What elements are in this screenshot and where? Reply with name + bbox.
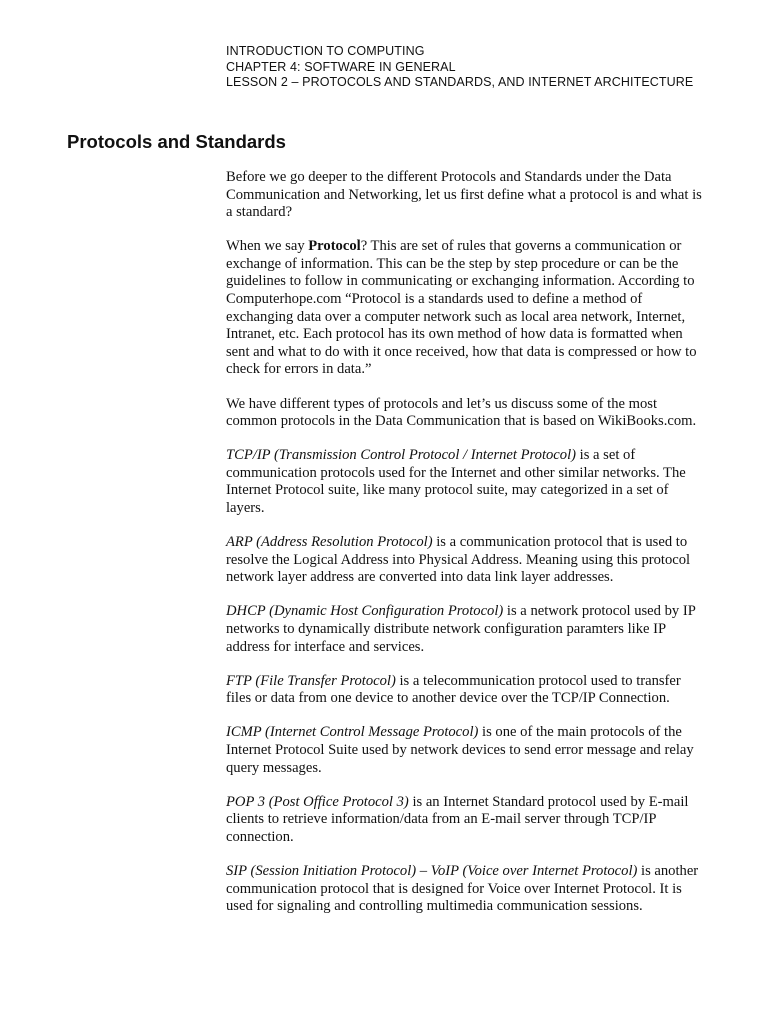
document-body xyxy=(226,169,706,932)
protocol-tcpip xyxy=(226,447,706,517)
protocol-term: ARP (Address Resolution Protocol) xyxy=(226,534,433,551)
protocol-pop3 xyxy=(226,794,706,847)
protocol-definition-lead: When we say xyxy=(226,238,309,255)
header-lesson: LESSON 2 – PROTOCOLS AND STANDARDS, AND INTERNET ARCHITECTURE xyxy=(226,75,694,89)
protocol-term: TCP/IP (Transmission Control Protocol / Internet Protocol) xyxy=(226,447,576,464)
protocol-definition-paragraph xyxy=(226,238,706,379)
protocol-term: DHCP (Dynamic Host Configuration Protocol) xyxy=(226,603,504,620)
protocol-sip-voip xyxy=(226,863,706,916)
protocol-description: is another communication protocol that is designed for Voice over Internet Protocol. It is used for signaling and controlling multimedia communication sessions. xyxy=(226,862,699,915)
protocol-arp xyxy=(226,534,706,587)
protocol-description: is a set of communication protocols used for the Internet and other similar networks. The Internet Protocol suite, like many protocol suite, may categorized in a set of layers. xyxy=(226,447,686,516)
header-chapter: CHAPTER 4: SOFTWARE IN GENERAL xyxy=(226,59,456,74)
protocol-description: is a communication protocol that is used to resolve the Logical Address into Physical Address. Meaning using this protocol network layer address are converted into data link layer addresses. xyxy=(226,534,691,586)
protocol-description: is an Internet Standard protocol used by E-mail clients to retrieve information/data from an E-mail server through TCP/IP connection. xyxy=(226,793,689,845)
protocol-description: is a telecommunication protocol used to transfer files or data from one device to another device over the TCP/IP Connection. xyxy=(226,672,681,707)
protocol-ftp xyxy=(226,673,706,708)
protocol-term: SIP (Session Initiation Protocol) – VoIP (Voice over Internet Protocol) xyxy=(226,862,638,879)
intro-paragraph: Before we go deeper to the different Protocols and Standards under the Data Communication and Networking, let us first define what a protocol is and what is a standard? xyxy=(226,169,702,221)
types-intro-paragraph: We have different types of protocols and let’s us discuss some of the most common protocols in the Data Communication that is based on WikiBooks.com. xyxy=(226,395,697,430)
header-course: INTRODUCTION TO COMPUTING xyxy=(226,44,425,58)
protocol-term: POP 3 (Post Office Protocol 3) xyxy=(226,793,409,810)
protocol-description: is a network protocol used by IP networks to dynamically distribute network configuration paramters like IP address for interface and services. xyxy=(226,603,696,655)
protocol-term: FTP (File Transfer Protocol) xyxy=(226,672,396,689)
protocol-definition-text: ? This are set of rules that governs a communication or exchange of information. This can be the step by step procedure or can be the guidelines to follow in communicating or exchanging information. According to Computerhope.com “Protocol is a standards used to define a method of exchanging data over a computer network such as local area network, Internet, Intranet, etc. Each protocol has its own method of how data is formatted when sent and what to do with it once received, how that data is compressed or how to check for errors in data.” xyxy=(226,238,697,378)
protocol-dhcp xyxy=(226,603,706,656)
page-header xyxy=(226,44,693,91)
protocol-description: is one of the main protocols of the Internet Protocol Suite used by network devices to send error message and relay query messages. xyxy=(226,724,694,776)
protocol-term: ICMP (Internet Control Message Protocol) xyxy=(226,724,479,741)
section-title: Protocols and Standards xyxy=(67,131,286,152)
protocol-term: Protocol xyxy=(308,238,361,255)
protocol-icmp xyxy=(226,724,706,777)
